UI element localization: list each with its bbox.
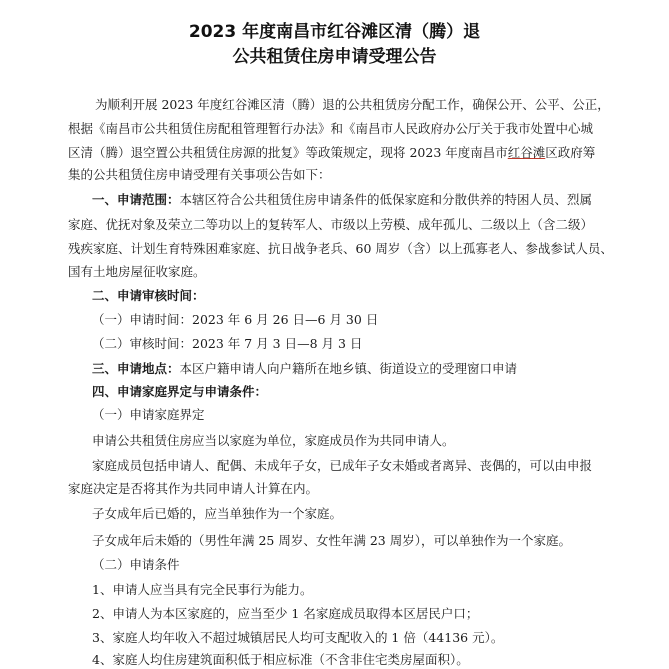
- condition-1: 1、申请人应当具有完全民事行为能力。: [92, 582, 313, 597]
- condition-4: 4、家庭人均住房建筑面积低于相应标准（不含非住宅类房屋面积）。: [92, 652, 469, 667]
- section-4-para-4: 子女成年后未婚的（男性年满 25 周岁、女性年满 23 周岁），可以单独作为一个家庭。: [92, 533, 571, 548]
- section-4-para-1: 申请公共租赁住房应当以家庭为单位，家庭成员作为共同申请人。: [92, 433, 455, 448]
- section-1-line-1: [92, 191, 592, 209]
- section-4-sub-1: （一）申请家庭界定: [92, 407, 205, 422]
- section-2-item-2: （二）审核时间：2023 年 7 月 3 日—8 月 3 日: [92, 336, 363, 351]
- intro-line-3-tail: 区政府筹: [545, 145, 596, 160]
- intro-line-3-text: 区清（腾）退空置公共租赁住房源的批复》等政策规定，现将 2023 年度南昌市: [68, 145, 508, 160]
- section-1-text-1: 本辖区符合公共租赁住房申请条件的低保家庭和分散供养的特困人员、烈属: [179, 192, 593, 207]
- intro-line-4: 集的公共租赁住房申请受理有关事项公告如下：: [68, 167, 331, 182]
- section-3-line: [92, 360, 517, 378]
- title-line-2: 公共租赁住房申请受理公告: [232, 47, 437, 67]
- intro-underlined: 红谷滩: [507, 145, 546, 160]
- intro-line-2: 根据《南昌市公共租赁住房配租管理暂行办法》和《南昌市人民政府办公厅关于我市处置中心城: [68, 121, 594, 136]
- section-4-para-3: 子女成年后已婚的，应当单独作为一个家庭。: [92, 506, 343, 521]
- condition-2: 2、申请人为本区家庭的，应当至少 1 名家庭成员取得本区居民户口；: [92, 606, 479, 621]
- section-4-sub-2: （二）申请条件: [92, 557, 180, 572]
- section-1-line-4: 国有土地房屋征收家庭。: [68, 264, 206, 279]
- section-1-line-3: 残疾家庭、计划生育特殊困难家庭、抗日战争老兵、60 周岁（含）以上孤寡老人、参战参试人员、: [68, 241, 613, 256]
- title-line-1: 2023 年度南昌市红谷滩区清（腾）退: [188, 22, 481, 42]
- section-1-line-2: 家庭、优抚对象及荣立二等功以上的复转军人、市级以上劳模、成年孤儿、二级以上（含二级）: [68, 217, 594, 232]
- condition-3: 3、家庭人均年收入不超过城镇居民人均可支配收入的 1 倍（44136 元）。: [92, 630, 504, 645]
- section-4-para-2-line-2: 家庭决定是否将其作为共同申请人计算在内。: [68, 481, 319, 496]
- section-2-item-1: （一）申请时间：2023 年 6 月 26 日—6 月 30 日: [92, 312, 379, 327]
- section-3-heading: 三、申请地点：: [92, 361, 180, 376]
- section-2-heading: 二、申请审核时间：: [92, 288, 205, 303]
- section-4-para-2-line-1: 家庭成员包括申请人、配偶、未成年子女，已成年子女未婚或者离异、丧偶的，可以由申报: [92, 458, 593, 473]
- intro-line-3: [68, 144, 595, 162]
- section-4-heading: 四、申请家庭界定与申请条件：: [92, 384, 268, 399]
- intro-line-1: 为顺利开展 2023 年度红谷滩区清（腾）退的公共租赁房分配工作，确保公开、公平、公正，: [95, 97, 610, 112]
- section-3-text: 本区户籍申请人向户籍所在地乡镇、街道设立的受理窗口申请: [179, 361, 518, 376]
- section-1-heading: 一、申请范围：: [92, 192, 180, 207]
